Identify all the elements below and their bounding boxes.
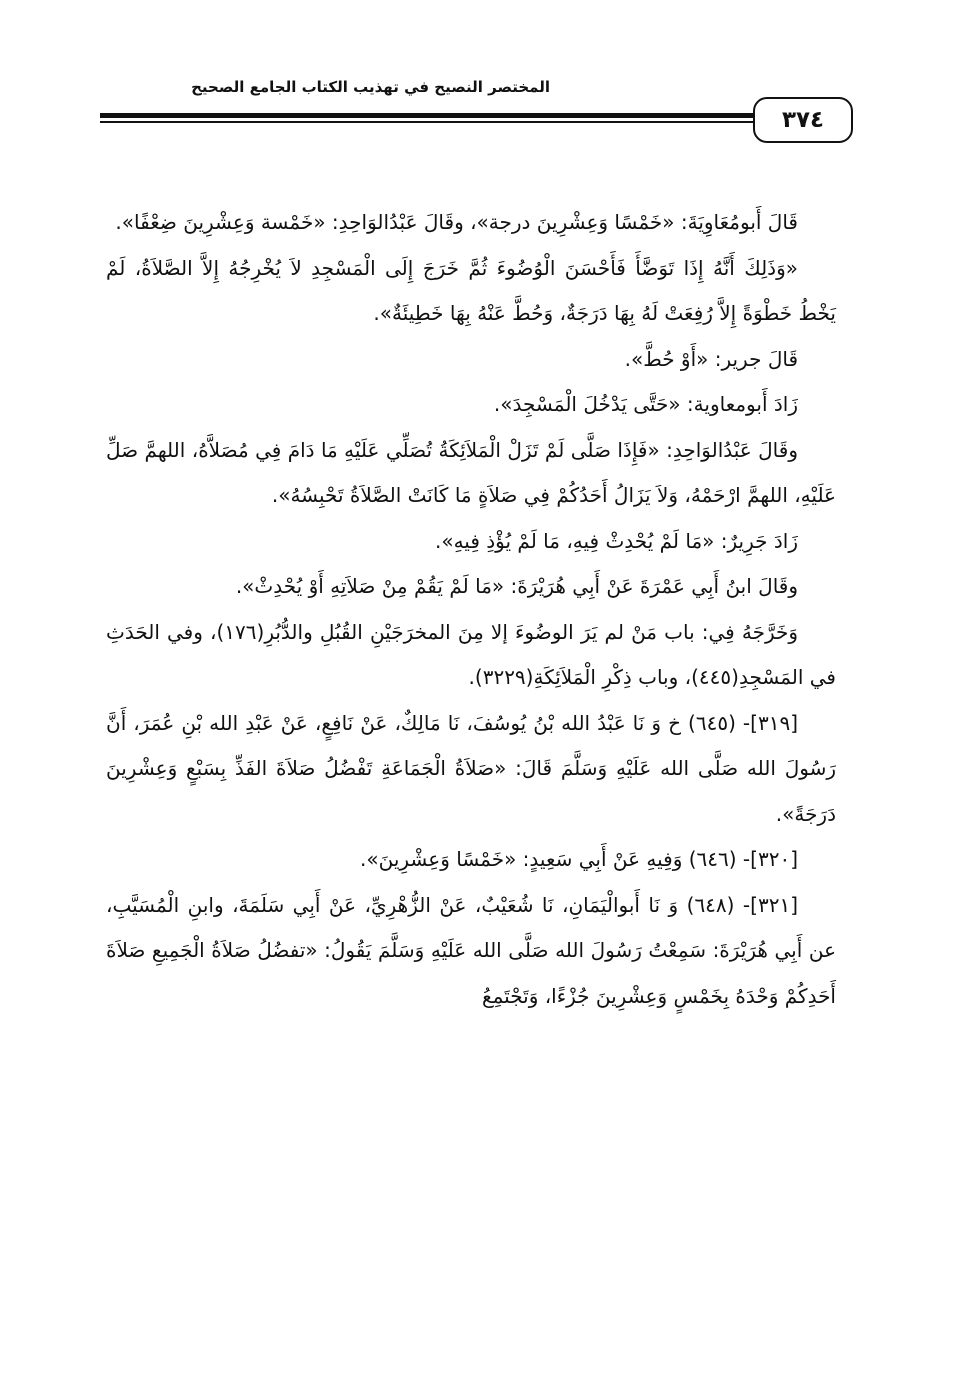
header-rule-thick	[100, 113, 816, 118]
paragraph-jarir-note: قَالَ جرير: «أَوْ حُطَّ».	[624, 346, 798, 371]
running-title: المختصر النصيح في تهذيب الكتاب الجامع الصحيح	[191, 78, 550, 96]
paragraph-abdulwahid-note: وقَالَ عَبْدُالوَاحِدِ: «فَإِذَا صَلَّى لَمْ تَزَلْ الْمَلاَئِكَةُ تُصَلِّي عَلَيْهِ مَا دَامَ فِي مُصَلاَّهُ، اللهمَّ صَلِّ عَلَيْهِ، اللهمَّ ارْحَمْهُ، وَلاَ يَزَالُ أَحَدُكُمْ فِي صَلاَةٍ مَا كَانَتْ الصَّلاَةُ تَحْبِسُهُ».	[106, 437, 836, 507]
paragraph-hadith-320: [٣٢٠]- (٦٤٦) وَفِيهِ عَنْ أَبِي سَعِيدٍ: «خَمْسًا وَعِشْرِينَ».	[360, 847, 798, 871]
paragraph-jarir-addition: زَادَ جَرِيرٌ: «مَا لَمْ يُحْدِثْ فِيهِ، مَا لَمْ يُؤْذِ فِيهِ».	[434, 528, 798, 553]
paragraph-hadith-text: «وَذَلِكَ أَنَّهُ إِذَا تَوَضَّأَ فَأَحْسَنَ الْوُضُوءَ ثُمَّ خَرَجَ إِلَى الْمَسْجِدِ لاَ يُخْرِجُهُ إِلاَّ الصَّلاَةُ، لَمْ يَخْطُ خَطْوَةً إِلاَّ رُفِعَتْ لَهُ بِهَا دَرَجَةٌ، وَحُطَّ عَنْهُ بِهَا خَطِيئَةٌ».	[106, 255, 836, 325]
paragraph-ibn-abi-amra-note: وقَالَ ابنُ أَبِي عَمْرَةَ عَنْ أَبِي هُرَيْرَةَ: «مَا لَمْ يَقُمْ مِنْ صَلاَتِهِ أَوْ يُحْدِثْ».	[235, 574, 798, 598]
paragraph-abu-muawiya-addition: زَادَ أَبومعاوية: «حَتَّى يَدْخُلَ الْمَسْجِدَ».	[493, 392, 798, 416]
paragraph-hadith-321: [٣٢١]- (٦٤٨) وَ نَا أَبوالْيَمَانِ، نَا شُعَيْبٌ، عَنْ الزُّهْرِيِّ، عَنْ أَبِي سَلَمَةَ، وابنِ الْمُسَيَّبِ، عن أَبِي هُرَيْرَةَ: سَمِعْتُ رَسُولَ الله صَلَّى الله عَلَيْهِ وَسَلَّمَ يَقُولُ: «تفضُلُ صَلاَةُ الْجَمِيعِ صَلاَةَ أَحَدِكُمْ وَحْدَهُ بِخَمْسٍ وَعِشْرِينَ جُزْءًا، وَتَجْتَمِعُ	[106, 892, 836, 1008]
page-number: ٣٧٤	[781, 107, 825, 133]
header-rule-thin	[100, 121, 816, 123]
paragraph-hadith-319: [٣١٩]- (٦٤٥) خ وَ نَا عَبْدُ الله بْنُ يُوسُفَ، نَا مَالِكٌ، عَنْ نَافِعٍ، عَنْ عَبْدِ الله بْنِ عُمَرَ، أَنَّ رَسُولَ الله صَلَّى الله عَلَيْهِ وَسَلَّمَ قَالَ: «صَلاَةُ الْجَمَاعَةِ تَفْضُلُ صَلاَةَ الفَذِّ بِسَبْعٍ وَعِشْرِينَ دَرَجَةً».	[106, 710, 836, 826]
page-number-box	[753, 97, 853, 143]
body-text	[106, 200, 836, 1019]
paragraph-abu-muawiya-note: قَالَ أَبومُعَاوِيَةَ: «خَمْسًا وَعِشْرِينَ درجة»، وقَالَ عَبْدُالوَاحِدِ: «خَمْسة وَعِشْرِينَ ضِعْفًا».	[115, 210, 798, 234]
paragraph-takhrij: وَخَرَّجَهُ فِي: باب مَنْ لم يَرَ الوضُوءَ إلا مِنَ المخرَجَيْنِ القُبُلِ والدُّبُرِ(١٧٦)، وفي الحَدَثِ في المَسْجِدِ(٤٤٥)، وباب ذِكْرِ الْمَلاَئِكَةِ(٣٢٢٩).	[106, 619, 836, 689]
